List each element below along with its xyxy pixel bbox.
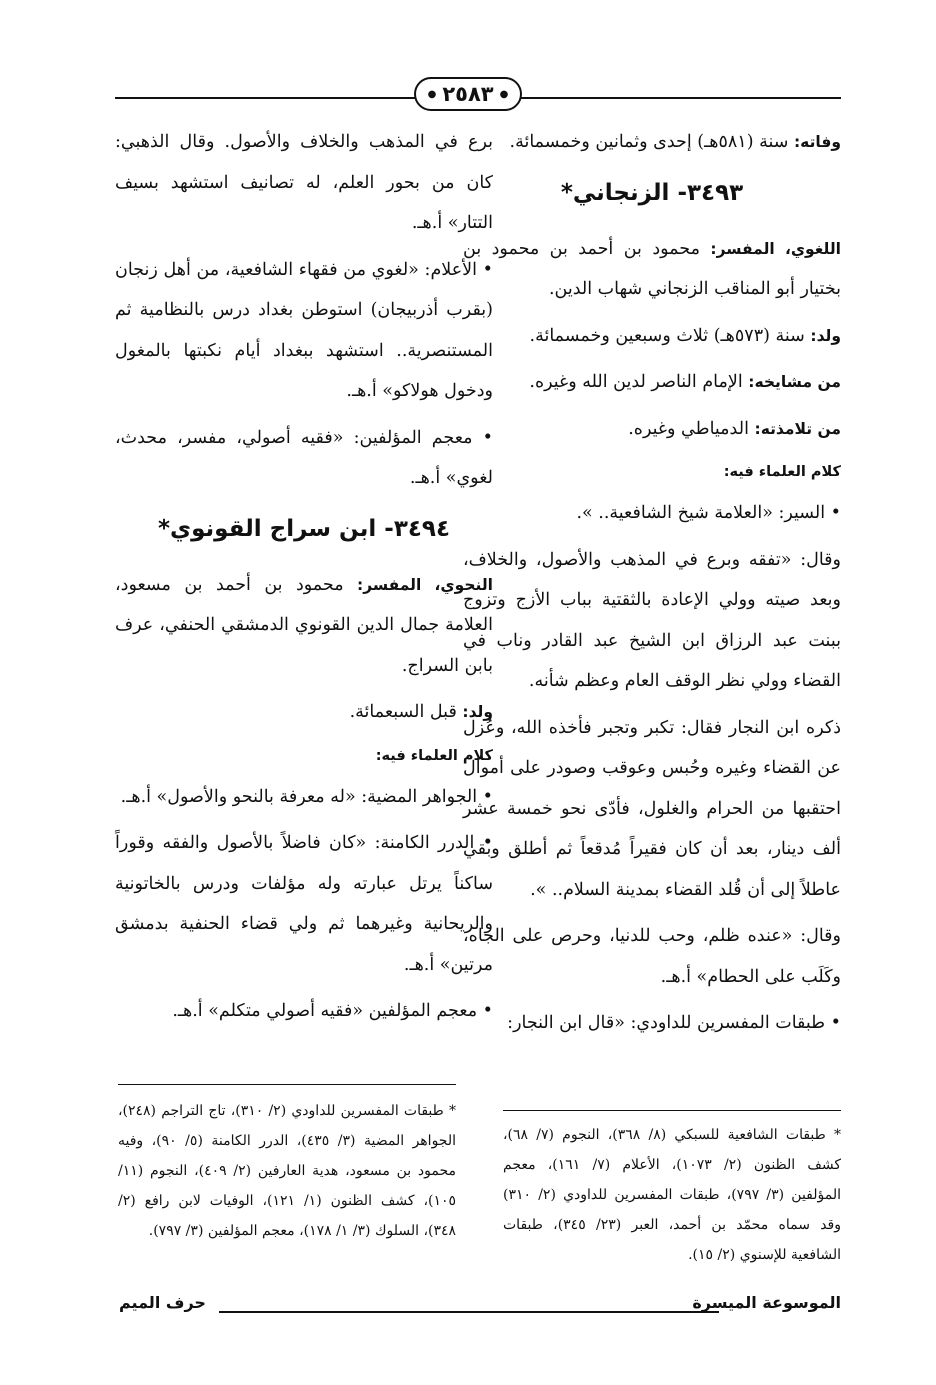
entry-title-3493: ٣٤٩٣- الزنجاني* bbox=[560, 179, 744, 206]
header-rule-left bbox=[115, 97, 416, 99]
paragraph: وقال: «تفقه وبرع في المذهب والأصول، والخلاف، وبعد صيته وولي الإعادة بالثقتية بباب الأزج وتزوج ببنت عبد الرزاق ابن الشيخ عبد القادر وناب في القضاء وولي نظر الوقف العام وعظم شأنه. bbox=[463, 549, 841, 691]
born-line bbox=[463, 316, 841, 357]
entry-title-3494: ٣٤٩٤- ابن سراج القونوي* bbox=[158, 515, 450, 542]
paragraph: • الجواهر المضية: «له معرفة بالنحو والأصول» أ.هـ. bbox=[120, 786, 493, 807]
paragraph: ذكره ابن النجار فقال: تكبر وتجبر فأخذه الله، وعُزل عن القضاء وغيره وحُبس وعوقب وصودر على أموال احتقبها من الحرام والغلول، فأدّى نحو خمسة عشر ألف دينار، بعد أن كان فقيراً مُدقعاً ثم أطلق وبقي عاطلاً إلى أن قُلد القضاء بمدينة السلام.. ». bbox=[463, 717, 841, 900]
paragraph: وقال: «عنده ظلم، وحب للدنيا، وحرص على الجاه، وكَلَب على الحطام» أ.هـ. bbox=[463, 926, 841, 987]
death-text: سنة (٥٨١هـ) إحدى وثمانين وخمسمائة. bbox=[509, 132, 794, 152]
footnote-right: * طبقات الشافعية للسبكي (٨/ ٣٦٨)، النجوم (٧/ ٦٨)، كشف الظنون (٢/ ١٠٧٣)، الأعلام (٧/ ١٦١)، معجم المؤلفين (٣/ ٧٩٧)، طبقات المفسرين للداودي (٢/ ٣١٠) وقد سماه محمّد بن أحمد، العبر (٢٣/ ٣٤٥)، طبقات الشافعية للإسنوي (٢/ ١٥). bbox=[503, 1127, 842, 1263]
footnote-rule-right bbox=[503, 1110, 841, 1111]
footer-section: حرف الميم bbox=[119, 1293, 206, 1312]
paragraph: برع في المذهب والخلاف والأصول. وقال الذهبي: كان من بحور العلم، له تصانيف استشهد بسيف التتار» أ.هـ. bbox=[115, 132, 493, 233]
scholars-heading: كلام العلماء فيه: bbox=[375, 747, 493, 764]
page-number-frame bbox=[414, 77, 523, 111]
paragraph: • معجم المؤلفين: «فقيه أصولي، مفسر، محدث، لغوي» أ.هـ. bbox=[115, 427, 493, 488]
scholars-heading: كلام العلماء فيه: bbox=[723, 464, 841, 480]
ornament-dot-icon: ● bbox=[427, 88, 437, 100]
born-text: قبل السبعمائة. bbox=[349, 702, 463, 722]
students-line bbox=[463, 409, 841, 450]
ornament-dot-icon: ● bbox=[499, 88, 509, 100]
death-label: وفاته: bbox=[793, 133, 841, 151]
teachers-line bbox=[463, 362, 841, 403]
teachers-label: من مشايخه: bbox=[748, 373, 841, 391]
left-column bbox=[115, 122, 493, 1038]
header-rule-right bbox=[520, 97, 841, 99]
page-number bbox=[418, 74, 518, 114]
teachers-text: الإمام الناصر لدين الله وغيره. bbox=[529, 372, 749, 392]
paragraph: • الأعلام: «لغوي من فقهاء الشافعية، من أهل زنجان (بقرب أذربيجان) استوطن بغداد درس بالنظامية ثم المستنصرية.. استشهد ببغداد أيام نكبتها بالمغول ودخول هولاكو» أ.هـ. bbox=[115, 259, 493, 401]
born-label: ولد: bbox=[810, 326, 841, 345]
intro-text: محمود بن أحمد بن مسعود، العلامة جمال الدين القونوي الدمشقي الحنفي، عرف بابن السراج. bbox=[115, 574, 493, 676]
footnote-left: * طبقات المفسرين للداودي (٢/ ٣١٠)، تاج التراجم (٢٤٨)، الجواهر المضية (٣/ ٤٣٥)، الدرر الكامنة (٥/ ٩٠)، وفيه محمود بن مسعود، هدية العارفين (٢/ ٤٠٩)، النجوم (١١/ ١٠٥)، كشف الظنون (١/ ١٢١)، الوفيات لابن رافع (٢/ ٣٤٨)، السلوك (٣/ ١/ ١٧٨)، معجم المؤلفين (٣/ ٧٩٧). bbox=[118, 1103, 457, 1239]
intro-label: النحوي، المفسر: bbox=[357, 575, 493, 594]
footnote-rule-left bbox=[118, 1084, 456, 1085]
intro-text: محمود بن أحمد بن محمود بن بختيار أبو المناقب الزنجاني شهاب الدين. bbox=[463, 238, 841, 299]
paragraph: • السير: «العلامة شيخ الشافعية.. ». bbox=[576, 503, 841, 523]
students-label: من تلامذته: bbox=[754, 419, 841, 438]
page-footer bbox=[119, 1293, 841, 1323]
entry-intro bbox=[115, 565, 493, 687]
page-number-text: ٢٥٨٣ bbox=[442, 82, 494, 106]
footer-rule bbox=[219, 1311, 719, 1313]
students-text: الدمياطي وغيره. bbox=[628, 418, 755, 439]
footer-book-title: الموسوعة الميسرة bbox=[692, 1293, 841, 1312]
right-column bbox=[463, 122, 841, 1050]
paragraph: • طبقات المفسرين للداودي: «قال ابن النجار: bbox=[507, 1013, 841, 1033]
born-line bbox=[115, 692, 493, 733]
born-text: سنة (٥٧٣هـ) ثلاث وسبعين وخمسمائة. bbox=[529, 325, 811, 346]
intro-label: اللغوي، المفسر: bbox=[710, 239, 841, 258]
death-line bbox=[463, 122, 841, 163]
entry-intro bbox=[463, 229, 841, 310]
paragraph: • الدرر الكامنة: «كان فاضلاً بالأصول والفقه وقوراً ساكناً يرتل عبارته وله مؤلفات ودرس بالخاتونية والريحانية وغيرهما ثم ولي قضاء الحنفية بدمشق مرتين» أ.هـ. bbox=[115, 833, 493, 975]
born-label: ولد: bbox=[462, 703, 493, 721]
paragraph: • معجم المؤلفين «فقيه أصولي متكلم» أ.هـ. bbox=[172, 1001, 493, 1021]
